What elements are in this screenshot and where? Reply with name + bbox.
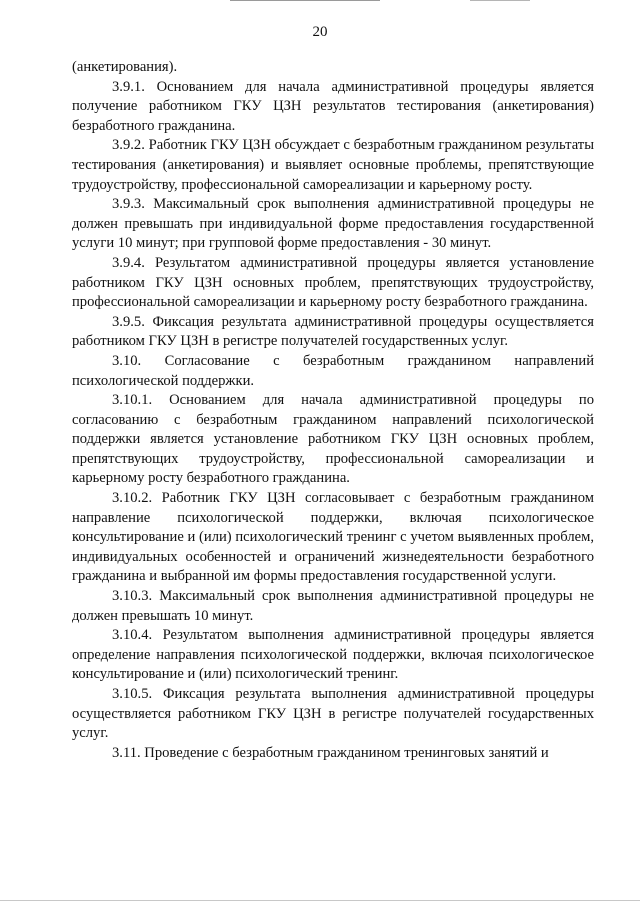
top-edge-line: [230, 0, 380, 1]
paragraph-3-10-1: 3.10.1. Основанием для начала административной процедуры по согласованию с безработным гражданином направлений психологической поддержки является установление работником ГКУ ЦЗН основных проблем, препятствующих трудоустройству, профессиональной самореализации и карьерному росту безработного гражданина.: [72, 392, 594, 487]
paragraph-3-10-2: 3.10.2. Работник ГКУ ЦЗН согласовывает с безработным гражданином направление психологической поддержки, включая психологическое консультирование и (или) психологический тренинг с учетом выявленных проблем, индивидуальных особенностей и ограничений жизнедеятельности безработного гражданина и выбранной им формы предоставления государственной услуги.: [72, 490, 594, 585]
paragraph-3-9-1: 3.9.1. Основанием для начала административной процедуры является получение работником ГКУ ЦЗН результатов тестирования (анкетирования) безработного гражданина.: [72, 78, 594, 134]
paragraph-3-9-5: 3.9.5. Фиксация результата административной процедуры осуществляется работником ГКУ ЦЗН в регистре получателей государственных услуг.: [72, 313, 594, 350]
paragraph-continuation: (анкетирования).: [72, 59, 178, 75]
section-heading-3-11: 3.11. Проведение с безработным гражданином тренинговых занятий и: [112, 744, 549, 761]
section-heading-3-10: 3.10. Согласование с безработным гражданином направлений психологической поддержки.: [72, 352, 594, 389]
paragraph-3-9-4: 3.9.4. Результатом административной процедуры является установление работником ГКУ ЦЗН основных проблем, препятствующих трудоустройству, профессиональной самореализации и карьерному росту безработного гражданина.: [72, 254, 594, 311]
top-edge-line-secondary: [470, 0, 530, 1]
paragraph-3-10-3: 3.10.3. Максимальный срок выполнения административной процедуры не должен превышать 10 минут.: [72, 588, 594, 624]
page-number: 20: [312, 24, 328, 40]
document-body: [72, 58, 594, 763]
paragraph-3-9-3: 3.9.3. Максимальный срок выполнения административной процедуры не должен превышать при индивидуальной форме предоставления государственной услуги 10 минут; при групповой форме предоставления - 30 минут.: [72, 196, 594, 252]
bottom-edge-line: [0, 900, 640, 901]
paragraph-3-10-4: 3.10.4. Результатом выполнения административной процедуры является определение направления психологической поддержки, включая психологическое консультирование и (или) психологический тренинг.: [72, 627, 594, 683]
paragraph-3-9-2: 3.9.2. Работник ГКУ ЦЗН обсуждает с безработным гражданином результаты тестирования (анкетирования) и выявляет основные проблемы, препятствующие трудоустройству, профессиональной самореализации и карьерному росту.: [72, 137, 594, 193]
paragraph-3-10-5: 3.10.5. Фиксация результата выполнения административной процедуры осуществляется работником ГКУ ЦЗН в регистре получателей государственных услуг.: [72, 686, 594, 742]
